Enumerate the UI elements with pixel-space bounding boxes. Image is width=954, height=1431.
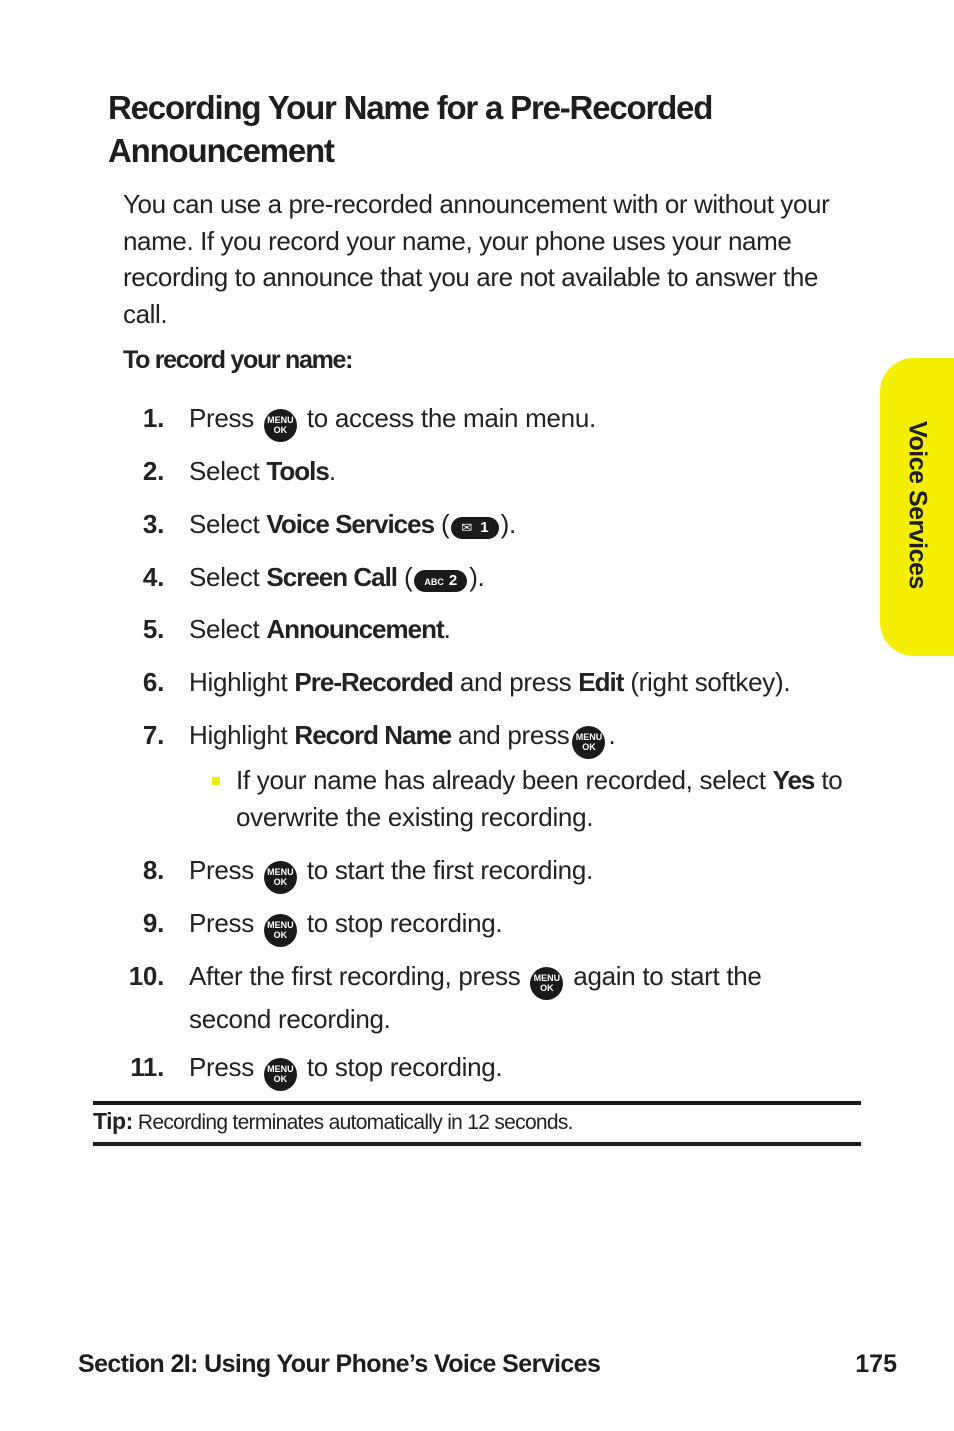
step-number: 3. [142,509,164,539]
menu-ok-key-icon: MENU OK [530,967,563,1000]
step-number: 8. [142,855,164,885]
step-text: Press [189,1052,254,1082]
tip-divider-bottom [93,1142,861,1146]
step-text: Highlight [189,720,288,750]
step-text: . [608,720,616,750]
step-text: to stop recording. [306,1052,503,1082]
step-number: 4. [142,562,164,592]
envelope-icon: ✉ [461,520,473,535]
step-text: to start the first recording. [306,855,593,885]
menu-option-tools: Tools [266,456,329,486]
step-text: Press [189,403,254,433]
menu-ok-key-icon: MENU OK [264,861,297,894]
step-text: Select [189,562,260,592]
option-yes: Yes [772,765,815,795]
step-number: 1. [142,403,164,433]
key-2-icon: ABC 2 [414,570,467,592]
step-text: After the first recording, press [189,961,521,991]
step-text: Highlight [189,667,288,697]
step-text: to stop recording. [306,908,503,938]
tip-box [93,1106,861,1138]
step-text: and press [457,720,570,750]
step-text: ). [500,509,516,539]
step-text: Select [189,456,260,486]
step-number: 9. [142,908,164,938]
step-text: ). [469,562,485,592]
step-number: 11. [130,1052,164,1082]
tip-divider-top [93,1101,861,1105]
step-text: to access the main menu. [306,403,596,433]
menu-option-pre-recorded: Pre-Recorded [294,667,453,697]
step-number: 6. [142,667,164,697]
key-1-icon: ✉ 1 [451,517,498,539]
menu-ok-key-icon: MENU OK [264,914,297,947]
step-number: 2. [142,456,164,486]
step-text: Press [189,855,254,885]
procedure-subhead: To record your name: [123,346,353,374]
step-number: 5. [142,614,164,644]
step-text: . [328,456,336,486]
step-text: (right softkey). [630,667,791,697]
step-text: Select [189,509,260,539]
step-text: ( [403,562,413,592]
tip-label: Tip: [93,1108,133,1134]
menu-ok-key-icon: MENU OK [264,409,297,442]
page-title: Recording Your Name for a Pre-Recorded Announcement [108,89,713,169]
intro-paragraph: You can use a pre-recorded announcement with or without your name. If you record your name, your phone uses your name recording to announce that you are not available to answer the call. [123,189,830,329]
step-text: again to start the second recording. [189,961,762,1034]
step-text: Select [189,614,260,644]
section-tab-label: Voice Services [903,421,932,589]
softkey-edit: Edit [578,667,624,697]
step-number: 7. [142,720,164,750]
menu-option-announcement: Announcement [266,614,444,644]
step-text: ( [441,509,450,539]
step-text: and press [459,667,572,697]
menu-option-voice-services: Voice Services [266,509,435,539]
menu-option-screen-call: Screen Call [266,562,398,592]
footer-section-title: Section 2I: Using Your Phone’s Voice Services [78,1350,601,1378]
step-number: 10. [128,961,164,991]
menu-option-record-name: Record Name [294,720,452,750]
menu-ok-key-icon: MENU OK [264,1058,297,1091]
step-7-note: If your name has already been recorded, select Yes to overwrite the existing recording. [236,765,843,832]
menu-ok-key-icon: MENU OK [572,726,605,759]
step-text: Press [189,908,254,938]
bullet-square-icon [212,777,220,785]
page-number: 175 [855,1350,897,1378]
step-text: . [443,614,451,644]
tip-text: Recording terminates automatically in 12 seconds. [137,1111,573,1134]
